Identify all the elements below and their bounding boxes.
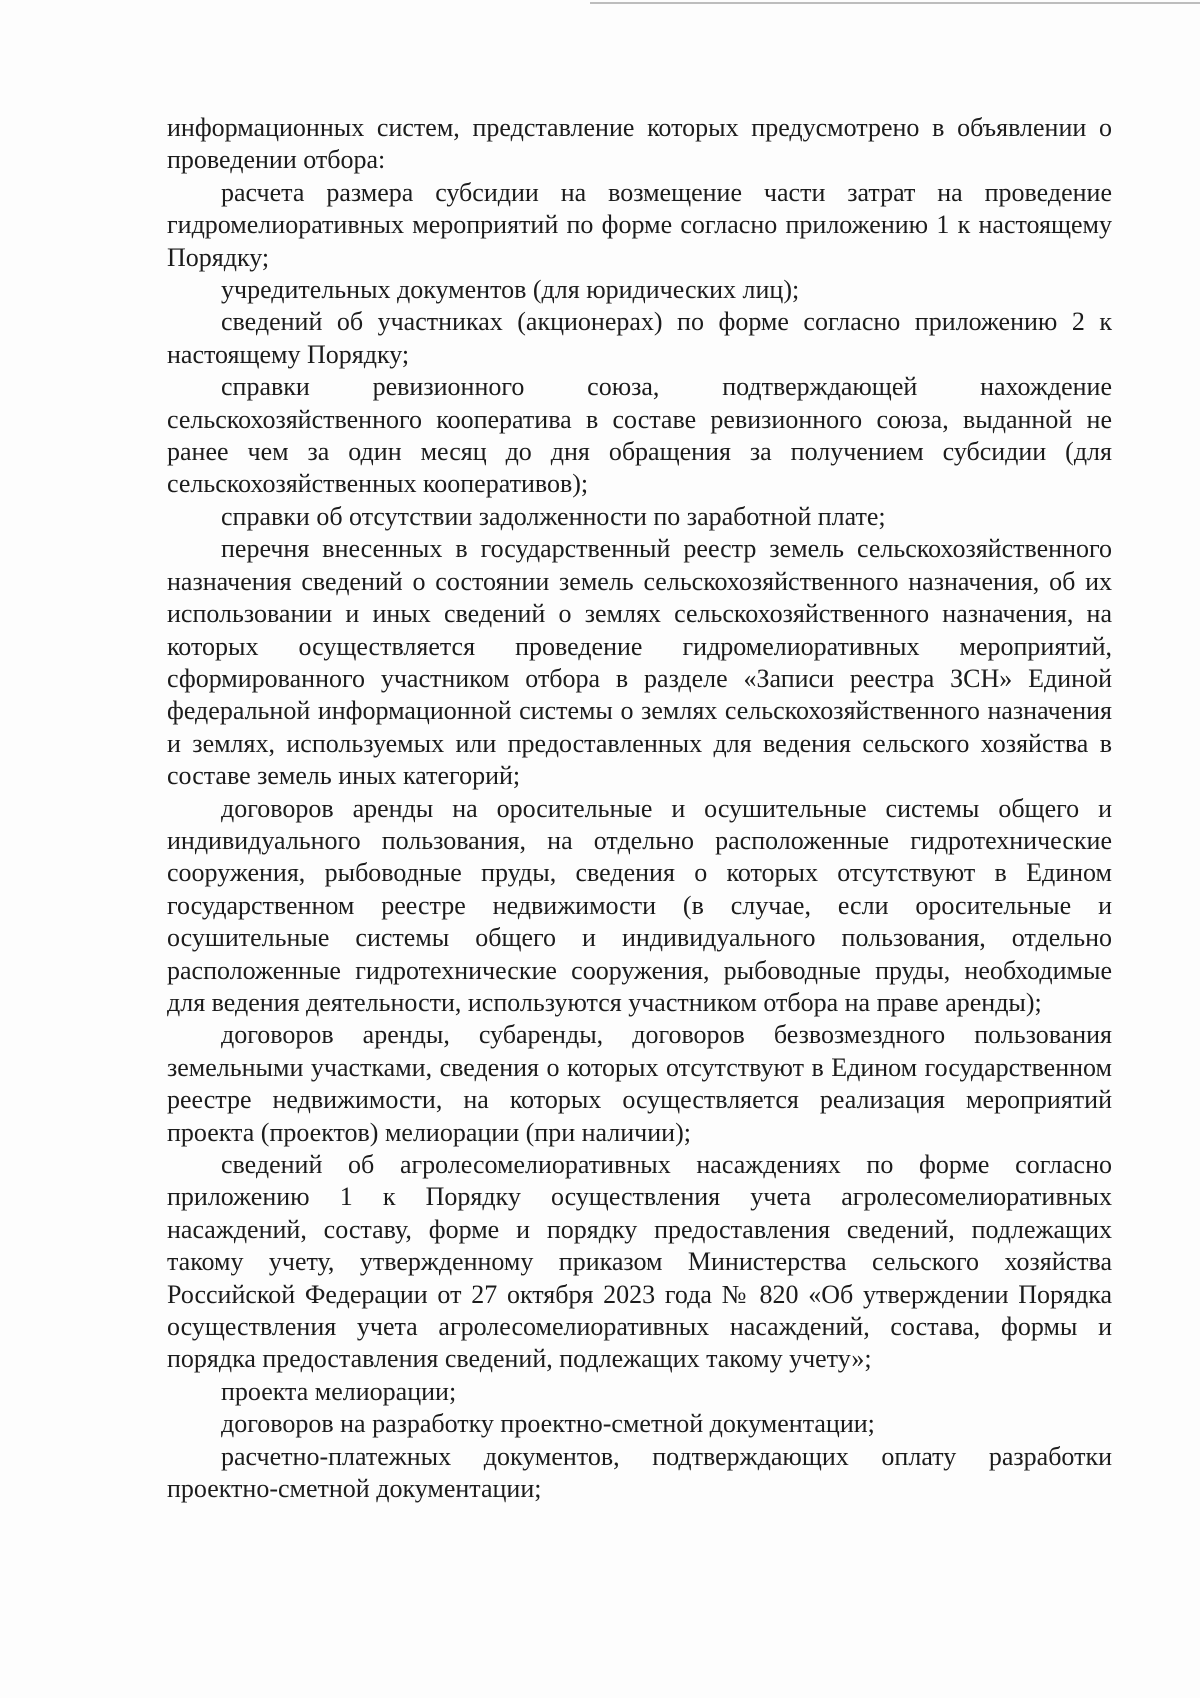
document-body <box>167 112 1112 1505</box>
paragraph-continuation: информационных систем, представление которых предусмотрено в объявлении о проведении отбора: <box>167 113 1112 175</box>
paragraph-participants-info: сведений об участниках (акционерах) по форме согласно приложению 2 к настоящему Порядку; <box>167 307 1112 369</box>
paragraph-land-registry-list: перечня внесенных в государственный реестр земель сельскохозяйственного назначения сведений о состоянии земель сельскохозяйственного назначения, об их использовании и иных сведений о землях сельскохозяйственного назначения, на которых осуществляется проведение гидромелиоративных мероприятий, сформированного участником отбора в разделе «Записи реестра ЗСН» Единой федеральной информационной системы о землях сельскохозяйственного назначения и землях, используемых или предоставленных для ведения сельского хозяйства в составе земель иных категорий; <box>167 534 1112 791</box>
paragraph-reclamation-project: проекта мелиорации; <box>221 1376 457 1406</box>
paragraph-payment-documents: расчетно-платежных документов, подтверждающих оплату разработки проектно-сметной документации; <box>167 1441 1112 1504</box>
paragraph-audit-union-certificate: справки ревизионного союза, подтверждающей нахождение сельскохозяйственного кооператива в составе ревизионного союза, выданной не ранее чем за один месяц до дня обращения за получением субсидии (для сельскохозяйственных кооперативов); <box>167 372 1112 499</box>
scan-edge-line <box>590 2 1200 4</box>
paragraph-design-contracts: договоров на разработку проектно-сметной документации; <box>221 1409 875 1439</box>
paragraph-land-lease-contracts: договоров аренды, субаренды, договоров безвозмездного пользования земельными участками, сведения о которых отсутствуют в Едином государственном реестре недвижимости, на которых осуществляется реализация мероприятий проекта (проектов) мелиорации (при наличии); <box>167 1020 1112 1147</box>
paragraph-founding-documents: учредительных документов (для юридических лиц); <box>221 275 800 305</box>
paragraph-irrigation-lease-contracts: договоров аренды на оросительные и осушительные системы общего и индивидуального пользования, на отдельно расположенные гидротехнические сооружения, рыбоводные пруды, сведения о которых отсутствуют в Едином государственном реестре недвижимости (в случае, если оросительные и осушительные системы общего и индивидуального пользования, отдельно расположенные гидротехнические сооружения, рыбоводные пруды, необходимые для ведения деятельности, используются участником отбора на праве аренды); <box>167 793 1112 1017</box>
paragraph-subsidy-calculation: расчета размера субсидии на возмещение части затрат на проведение гидромелиоративных мероприятий по форме согласно приложению 1 к настоящему Порядку; <box>167 177 1112 272</box>
paragraph-salary-debt-certificate: справки об отсутствии задолженности по заработной плате; <box>221 501 886 531</box>
paragraph-agroforestry-info: сведений об агролесомелиоративных насаждениях по форме согласно приложению 1 к Порядку осуществления учета агролесомелиоративных насаждений, составу, форме и порядку предоставления сведений, подлежащих такому учету, утвержденному приказом Министерства сельского хозяйства Российской Федерации от 27 октября 2023 года № 820 «Об утверждении Порядка осуществления учета агролесомелиоративных насаждений, состава, формы и порядка предоставления сведений, подлежащих такому учету»; <box>167 1150 1112 1374</box>
